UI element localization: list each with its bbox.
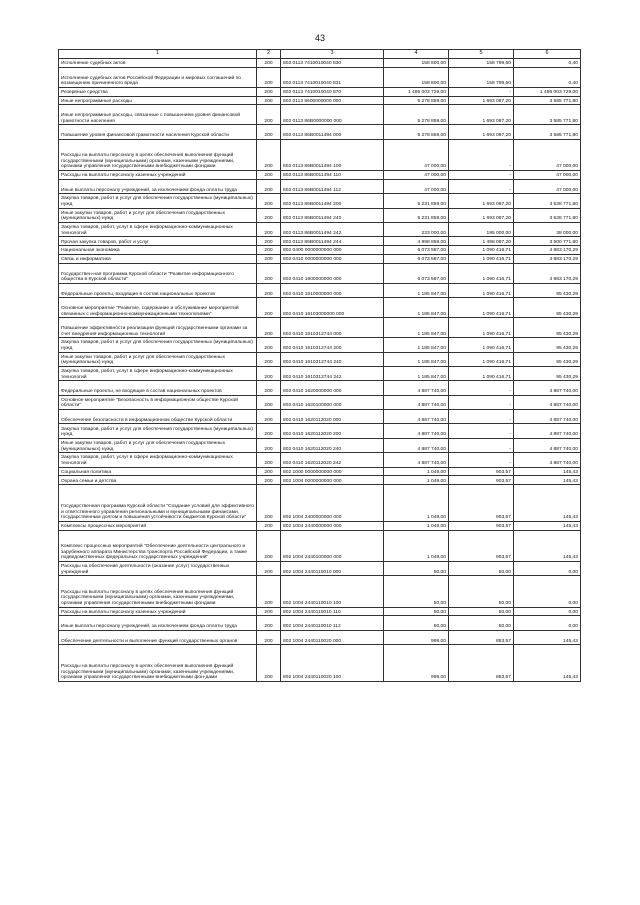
row-name: Основное мероприятие "Безопасность в информационном обществе Курской области" — [59, 395, 257, 409]
row-name: Расходы на выплаты персоналу в целях обеспечения выполнения функций государственными (муниципальными) органами, казенными учреждениями, органами управления государственными внебюджетными фондами — [59, 139, 257, 170]
row-approved-amount: 47 000,00 — [384, 139, 449, 170]
table-row — [59, 59, 581, 68]
table-row — [59, 522, 581, 531]
row-executed-amount: 1 090 416,71 — [449, 246, 514, 255]
row-executed-amount: - — [449, 453, 514, 467]
row-line-code: 200 — [257, 318, 281, 338]
row-name: Иные непрограммные расходы, связанные с повышением уровня финансовой грамотности населения — [59, 105, 257, 125]
table-row — [59, 318, 581, 338]
row-approved-amount: 1 185 847,00 — [384, 366, 449, 380]
row-budget-classification-code: 802 0410 1620112020 240 — [281, 438, 384, 452]
row-unexecuted-amount: 95 430,29 — [514, 352, 581, 366]
row-budget-classification-code: 802 0113 86B0011494 110 — [281, 170, 384, 179]
row-approved-amount: 1 495 003 729,00 — [384, 87, 449, 96]
row-budget-classification-code: 802 1004 2440000000 000 — [281, 522, 384, 531]
row-unexecuted-amount: 4 887 740,00 — [514, 410, 581, 424]
row-executed-amount: 158 799,60 — [449, 67, 514, 87]
row-name: Расходы на выплаты персоналу казенных учреждений — [59, 607, 257, 616]
row-name: Обеспечение безопасности в информационном обществе Курской области — [59, 410, 257, 424]
row-unexecuted-amount: 145,43 — [514, 467, 581, 476]
row-line-code: 200 — [257, 263, 281, 283]
row-budget-classification-code: 802 1004 2440110020 100 — [281, 645, 384, 682]
row-line-code: 200 — [257, 381, 281, 395]
table-row — [59, 246, 581, 255]
table-row — [59, 179, 581, 193]
row-name: Федеральные проекты, входящие в состав национальных проектов — [59, 283, 257, 297]
row-approved-amount: 4 887 740,00 — [384, 438, 449, 452]
row-executed-amount: 903,57 — [449, 476, 514, 485]
row-executed-amount: - — [449, 170, 514, 179]
row-line-code: 200 — [257, 246, 281, 255]
table-row — [59, 352, 581, 366]
table-row — [59, 576, 581, 607]
table-row — [59, 630, 581, 644]
row-budget-classification-code: 802 1004 2440110010 100 — [281, 576, 384, 607]
row-approved-amount: 50,00 — [384, 607, 449, 616]
row-budget-classification-code: 802 1004 2400000000 000 — [281, 485, 384, 522]
table-row — [59, 170, 581, 179]
table-row — [59, 105, 581, 125]
row-unexecuted-amount: 47 000,00 — [514, 170, 581, 179]
row-name: Комплекс процессных мероприятий "Обеспечение деятельности центрального и зарубежного аппарата Министерства транспорта Российской Федерации, а также подведомственных федеральных государственных учреждений" — [59, 530, 257, 561]
row-budget-classification-code: 802 0410 16103000000 000 — [281, 298, 384, 318]
row-budget-classification-code: 802 0113 7410010040 870 — [281, 87, 384, 96]
row-executed-amount: 50,00 — [449, 576, 514, 607]
table-row — [59, 485, 581, 522]
row-budget-classification-code: 802 0113 86B0000000 000 — [281, 105, 384, 125]
row-line-code: 200 — [257, 522, 281, 531]
row-approved-amount: 1 049,00 — [384, 476, 449, 485]
table-body — [59, 59, 581, 682]
row-unexecuted-amount: 4 887 740,00 — [514, 453, 581, 467]
row-budget-classification-code: 802 0410 1620112020 242 — [281, 453, 384, 467]
column-header: 4 — [384, 50, 449, 59]
row-line-code: 200 — [257, 607, 281, 616]
row-unexecuted-amount: 4 983 170,29 — [514, 254, 581, 263]
page-number: 43 — [314, 33, 325, 43]
row-budget-classification-code: 802 1004 0000000000 000 — [281, 476, 384, 485]
row-budget-classification-code: 802 0113 86B0011494 242 — [281, 222, 384, 236]
row-approved-amount: 50,00 — [384, 576, 449, 607]
row-budget-classification-code: 802 1004 2440110010 110 — [281, 607, 384, 616]
row-name: Расходы на обеспечение деятельности (оказание услуг) государственных учреждений — [59, 562, 257, 576]
row-line-code: 200 — [257, 630, 281, 644]
row-approved-amount: 233 000,00 — [384, 222, 449, 236]
row-line-code: 200 — [257, 194, 281, 208]
table-row — [59, 381, 581, 395]
table-row — [59, 467, 581, 476]
row-executed-amount: 1 090 416,71 — [449, 254, 514, 263]
row-approved-amount: 47 000,00 — [384, 179, 449, 193]
row-executed-amount: 1 693 087,20 — [449, 125, 514, 139]
row-approved-amount: 5 231 859,00 — [384, 208, 449, 222]
row-budget-classification-code: 802 0410 1600000000 000 — [281, 263, 384, 283]
row-line-code: 200 — [257, 139, 281, 170]
table-row — [59, 645, 581, 682]
row-approved-amount: 6 073 587,00 — [384, 254, 449, 263]
row-executed-amount: 158 799,60 — [449, 59, 514, 68]
row-unexecuted-amount: 0,00 — [514, 562, 581, 576]
row-executed-amount: 853,57 — [449, 645, 514, 682]
row-executed-amount: - — [449, 410, 514, 424]
table-row — [59, 208, 581, 222]
row-unexecuted-amount: 1 495 003 729,00 — [514, 87, 581, 96]
row-executed-amount: 1 090 416,71 — [449, 283, 514, 297]
table-row — [59, 263, 581, 283]
row-budget-classification-code: 802 0113 7410010040 831 — [281, 67, 384, 87]
row-unexecuted-amount: 3 500 771,80 — [514, 237, 581, 246]
row-executed-amount: 1 090 416,71 — [449, 298, 514, 318]
row-line-code: 200 — [257, 96, 281, 105]
row-line-code: 200 — [257, 338, 281, 352]
row-unexecuted-amount: 4 887 740,00 — [514, 438, 581, 452]
table-row — [59, 366, 581, 380]
row-name: Исполнение судебных актов — [59, 59, 257, 68]
row-approved-amount: 4 887 740,00 — [384, 381, 449, 395]
row-executed-amount: 1 693 087,20 — [449, 208, 514, 222]
row-approved-amount: 1 185 847,00 — [384, 318, 449, 338]
row-line-code: 200 — [257, 467, 281, 476]
row-unexecuted-amount: 145,43 — [514, 476, 581, 485]
row-approved-amount: 1 049,00 — [384, 522, 449, 531]
row-executed-amount: 853,57 — [449, 630, 514, 644]
row-line-code: 200 — [257, 616, 281, 630]
row-unexecuted-amount: 95 430,29 — [514, 283, 581, 297]
table-row — [59, 194, 581, 208]
table-row — [59, 283, 581, 297]
row-unexecuted-amount: 47 000,00 — [514, 179, 581, 193]
row-approved-amount: 4 887 740,00 — [384, 453, 449, 467]
row-name: Закупка товаров, работ и услуг для обеспечения государственных (муниципальных) нужд — [59, 338, 257, 352]
row-approved-amount: 999,00 — [384, 645, 449, 682]
row-budget-classification-code: 802 0113 86B0011494 100 — [281, 139, 384, 170]
row-name: Повышение уровня финансовой грамотности населения Курской области — [59, 125, 257, 139]
row-executed-amount: 1 693 087,20 — [449, 105, 514, 125]
table-row — [59, 254, 581, 263]
row-unexecuted-amount: 3 585 771,80 — [514, 105, 581, 125]
row-name: Иные выплаты персоналу учреждений, за исключением фонда оплаты труда — [59, 616, 257, 630]
row-executed-amount: 1 498 087,20 — [449, 237, 514, 246]
row-line-code: 200 — [257, 366, 281, 380]
row-unexecuted-amount: 47 000,00 — [514, 139, 581, 170]
table-row — [59, 410, 581, 424]
row-executed-amount: - — [449, 424, 514, 438]
row-executed-amount: - — [449, 139, 514, 170]
row-name: Иные выплаты персоналу учреждений, за исключением фонда оплаты труда — [59, 179, 257, 193]
row-name: Федеральные проекты, не входящие в состав национальных проектов — [59, 381, 257, 395]
row-unexecuted-amount: 95 430,29 — [514, 338, 581, 352]
row-unexecuted-amount: 0,00 — [514, 616, 581, 630]
row-line-code: 200 — [257, 576, 281, 607]
row-budget-classification-code: 802 0410 1620112020 000 — [281, 410, 384, 424]
row-executed-amount: 903,57 — [449, 485, 514, 522]
row-name: Закупка товаров, работ, услуг в сфере информационно-коммуникационных технологий — [59, 222, 257, 236]
row-line-code: 200 — [257, 170, 281, 179]
row-line-code: 200 — [257, 424, 281, 438]
column-header: 6 — [514, 50, 581, 59]
row-budget-classification-code: 802 0410 1620100000 000 — [281, 395, 384, 409]
table-row — [59, 222, 581, 236]
row-executed-amount: - — [449, 179, 514, 193]
row-budget-classification-code: 802 0113 86B0011494 240 — [281, 208, 384, 222]
row-unexecuted-amount: 4 983 170,29 — [514, 263, 581, 283]
row-approved-amount: 4 887 740,00 — [384, 424, 449, 438]
column-header: 3 — [281, 50, 384, 59]
row-approved-amount: 47 000,00 — [384, 170, 449, 179]
row-name: Государственная программа Курской области "Создание условий для эффективного и ответственного управления региональными и муниципальными финансами, государственным долгом и повышения устойчивости бюджетов Курской области" — [59, 485, 257, 522]
row-unexecuted-amount: 3 538 771,80 — [514, 208, 581, 222]
row-approved-amount: 1 185 847,00 — [384, 298, 449, 318]
row-unexecuted-amount: 95 430,29 — [514, 298, 581, 318]
row-approved-amount: 158 800,00 — [384, 59, 449, 68]
row-name: Государствен-ная программа Курской области "Развитие информационного общества в Курской области" — [59, 263, 257, 283]
row-unexecuted-amount: 0,40 — [514, 59, 581, 68]
table-row — [59, 395, 581, 409]
row-name: Прочая закупка товаров, работ и услуг — [59, 237, 257, 246]
row-line-code: 200 — [257, 59, 281, 68]
table-row — [59, 453, 581, 467]
row-line-code: 200 — [257, 105, 281, 125]
row-unexecuted-amount: 0,00 — [514, 576, 581, 607]
row-line-code: 200 — [257, 352, 281, 366]
row-line-code: 200 — [257, 254, 281, 263]
row-executed-amount: - — [449, 87, 514, 96]
table-row — [59, 87, 581, 96]
row-name: Резервные средства — [59, 87, 257, 96]
row-budget-classification-code: 802 0410 1620000000 000 — [281, 381, 384, 395]
table-header-row — [59, 50, 581, 59]
row-unexecuted-amount: 145,43 — [514, 522, 581, 531]
table-row — [59, 476, 581, 485]
row-executed-amount: 903,57 — [449, 522, 514, 531]
row-line-code: 200 — [257, 562, 281, 576]
row-budget-classification-code: 802 0410 1610312744 240 — [281, 352, 384, 366]
row-line-code: 200 — [257, 476, 281, 485]
row-approved-amount: 5 278 859,00 — [384, 105, 449, 125]
table-row — [59, 616, 581, 630]
row-executed-amount: 1 693 087,20 — [449, 194, 514, 208]
row-line-code: 200 — [257, 222, 281, 236]
row-unexecuted-amount: 3 585 771,80 — [514, 96, 581, 105]
row-line-code: 200 — [257, 283, 281, 297]
row-name: Связь и информатика — [59, 254, 257, 263]
table-row — [59, 562, 581, 576]
row-budget-classification-code: 802 1004 2440110010 000 — [281, 562, 384, 576]
row-budget-classification-code: 802 0410 1610000000 000 — [281, 283, 384, 297]
row-executed-amount: - — [449, 438, 514, 452]
row-unexecuted-amount: 0,00 — [514, 607, 581, 616]
row-unexecuted-amount: 145,43 — [514, 645, 581, 682]
row-unexecuted-amount: 38 000,00 — [514, 222, 581, 236]
row-line-code: 200 — [257, 395, 281, 409]
row-line-code: 200 — [257, 179, 281, 193]
row-approved-amount: 6 073 587,00 — [384, 263, 449, 283]
column-header: 5 — [449, 50, 514, 59]
row-unexecuted-amount: 145,43 — [514, 530, 581, 561]
row-executed-amount: 1 693 087,20 — [449, 96, 514, 105]
row-name: Закупка товаров, работ, услуг в сфере информационно-коммуникационных технологий — [59, 366, 257, 380]
row-line-code: 200 — [257, 208, 281, 222]
row-executed-amount: 50,00 — [449, 607, 514, 616]
row-approved-amount: 4 887 740,00 — [384, 395, 449, 409]
row-budget-classification-code: 802 0410 1620112020 200 — [281, 424, 384, 438]
row-executed-amount: 903,57 — [449, 467, 514, 476]
table-row — [59, 96, 581, 105]
column-header: 1 — [59, 50, 257, 59]
row-unexecuted-amount: 145,43 — [514, 485, 581, 522]
row-unexecuted-amount: 4 887 740,00 — [514, 395, 581, 409]
row-approved-amount: 1 049,00 — [384, 485, 449, 522]
row-budget-classification-code: 802 0410 0000000000 000 — [281, 254, 384, 263]
row-name: Социальная политика — [59, 467, 257, 476]
row-approved-amount: 5 231 859,00 — [384, 194, 449, 208]
row-executed-amount: 50,00 — [449, 616, 514, 630]
row-line-code: 200 — [257, 87, 281, 96]
row-unexecuted-amount: 4 887 740,00 — [514, 381, 581, 395]
row-line-code: 200 — [257, 237, 281, 246]
table-row — [59, 438, 581, 452]
row-approved-amount: 1 185 847,00 — [384, 283, 449, 297]
row-name: Иные непрограммные расходы — [59, 96, 257, 105]
row-executed-amount: - — [449, 395, 514, 409]
row-unexecuted-amount: 4 983 170,29 — [514, 246, 581, 255]
row-approved-amount: 5 278 859,00 — [384, 96, 449, 105]
row-name: Закупка товаров, работ и услуг для обеспечения государственных (муниципальных) нужд — [59, 194, 257, 208]
row-budget-classification-code: 802 0113 8600000000 000 — [281, 96, 384, 105]
row-executed-amount: 1 090 416,71 — [449, 352, 514, 366]
row-unexecuted-amount: 3 538 771,80 — [514, 194, 581, 208]
row-budget-classification-code: 802 0113 7410010040 830 — [281, 59, 384, 68]
row-approved-amount: 999,00 — [384, 630, 449, 644]
row-unexecuted-amount: 95 430,29 — [514, 366, 581, 380]
row-executed-amount: 1 090 416,71 — [449, 263, 514, 283]
row-line-code: 200 — [257, 530, 281, 561]
row-name: Закупка товаров, работ и услуг для обеспечения государственных (муниципальных) нужд — [59, 424, 257, 438]
row-budget-classification-code: 802 0410 1610312744 242 — [281, 366, 384, 380]
row-name: Повышение эффективности реализации функций государственными органами за счет внедрения информационных технологий — [59, 318, 257, 338]
row-name: Расходы на выплаты персоналу казенных учреждений — [59, 170, 257, 179]
row-approved-amount: 4 998 859,00 — [384, 237, 449, 246]
row-approved-amount: 1 185 847,00 — [384, 352, 449, 366]
table-row — [59, 237, 581, 246]
table-row — [59, 139, 581, 170]
row-budget-classification-code: 802 0113 86B0011494 112 — [281, 179, 384, 193]
row-approved-amount: 1 185 847,00 — [384, 338, 449, 352]
row-budget-classification-code: 802 0410 1610312744 200 — [281, 338, 384, 352]
row-name: Основное мероприятие "Развитие, содержание и обслуживание мероприятий связанных с информационно-коммуникационными технологиями" — [59, 298, 257, 318]
row-unexecuted-amount: 4 887 740,00 — [514, 424, 581, 438]
row-line-code: 200 — [257, 410, 281, 424]
row-name: Охрана семьи и детства — [59, 476, 257, 485]
row-approved-amount: 6 073 587,00 — [384, 246, 449, 255]
row-budget-classification-code: 802 0113 86B0011494 000 — [281, 125, 384, 139]
row-name: Иные закупки товаров, работ и услуг для обеспечения государственных (муниципальных) нужд — [59, 352, 257, 366]
row-name: Обеспечение деятельности и выполнение функций государственных органов — [59, 630, 257, 644]
row-budget-classification-code: 802 1000 0000000000 000 — [281, 467, 384, 476]
row-approved-amount: 1 049,00 — [384, 530, 449, 561]
row-line-code: 200 — [257, 485, 281, 522]
row-budget-classification-code: 802 0113 86B0011494 244 — [281, 237, 384, 246]
row-executed-amount: 903,57 — [449, 530, 514, 561]
row-unexecuted-amount: 3 585 771,80 — [514, 125, 581, 139]
row-executed-amount: 50,00 — [449, 562, 514, 576]
row-approved-amount: 4 887 740,00 — [384, 410, 449, 424]
row-approved-amount: 50,00 — [384, 616, 449, 630]
table-row — [59, 607, 581, 616]
row-approved-amount: 50,00 — [384, 562, 449, 576]
row-executed-amount: 195 000,00 — [449, 222, 514, 236]
row-budget-classification-code: 802 0113 86B0011494 200 — [281, 194, 384, 208]
row-name: Расходы на выплаты персоналу в целях обеспечения выполнения функций государственными (муниципальными) органами, казенными учреждениями, органами управления государственными внебюджетными фондами — [59, 576, 257, 607]
table-row — [59, 530, 581, 561]
row-name: Иные закупки товаров, работ и услуг для обеспечения государственных (муниципальных) нужд — [59, 208, 257, 222]
row-executed-amount: 1 090 416,71 — [449, 366, 514, 380]
budget-execution-table — [58, 49, 581, 682]
row-executed-amount: 1 090 416,71 — [449, 338, 514, 352]
row-name: Комплексы процессных мероприятий — [59, 522, 257, 531]
row-name: Исполнение судебных актов Российской Федерации и мировых соглашений по возмещению причиненного вреда — [59, 67, 257, 87]
row-name: Закупка товаров, работ, услуг в сфере информационно-коммуникационных технологий — [59, 453, 257, 467]
table-row — [59, 67, 581, 87]
row-name: Иные закупки товаров, работ и услуг для обеспечения государственных (муниципальных) нужд — [59, 438, 257, 452]
table-row — [59, 424, 581, 438]
table-row — [59, 298, 581, 318]
row-budget-classification-code: 802 0400 0000000000 000 — [281, 246, 384, 255]
row-approved-amount: 1 049,00 — [384, 467, 449, 476]
row-approved-amount: 5 278 859,00 — [384, 125, 449, 139]
row-executed-amount: 1 090 416,71 — [449, 318, 514, 338]
row-unexecuted-amount: 0,40 — [514, 67, 581, 87]
row-name: Расходы на выплаты персоналу в целях обеспечения выполнения функций государственными (муниципальными) органами, казенными учреждениями, органами управления государственными внебюджетными фон-дами — [59, 645, 257, 682]
row-line-code: 200 — [257, 67, 281, 87]
table-row — [59, 125, 581, 139]
column-header: 2 — [257, 50, 281, 59]
row-line-code: 200 — [257, 453, 281, 467]
row-budget-classification-code: 802 1004 2440110010 112 — [281, 616, 384, 630]
row-executed-amount: - — [449, 381, 514, 395]
row-line-code: 200 — [257, 438, 281, 452]
row-line-code: 200 — [257, 645, 281, 682]
row-unexecuted-amount: 95 430,29 — [514, 318, 581, 338]
row-line-code: 200 — [257, 125, 281, 139]
row-budget-classification-code: 802 1004 2440110020 000 — [281, 630, 384, 644]
row-line-code: 200 — [257, 298, 281, 318]
row-budget-classification-code: 802 0410 1610312744 000 — [281, 318, 384, 338]
row-budget-classification-code: 802 1004 2440100000 000 — [281, 530, 384, 561]
row-unexecuted-amount: 145,43 — [514, 630, 581, 644]
table-row — [59, 338, 581, 352]
row-approved-amount: 158 800,00 — [384, 67, 449, 87]
row-name: Национальная экономика — [59, 246, 257, 255]
